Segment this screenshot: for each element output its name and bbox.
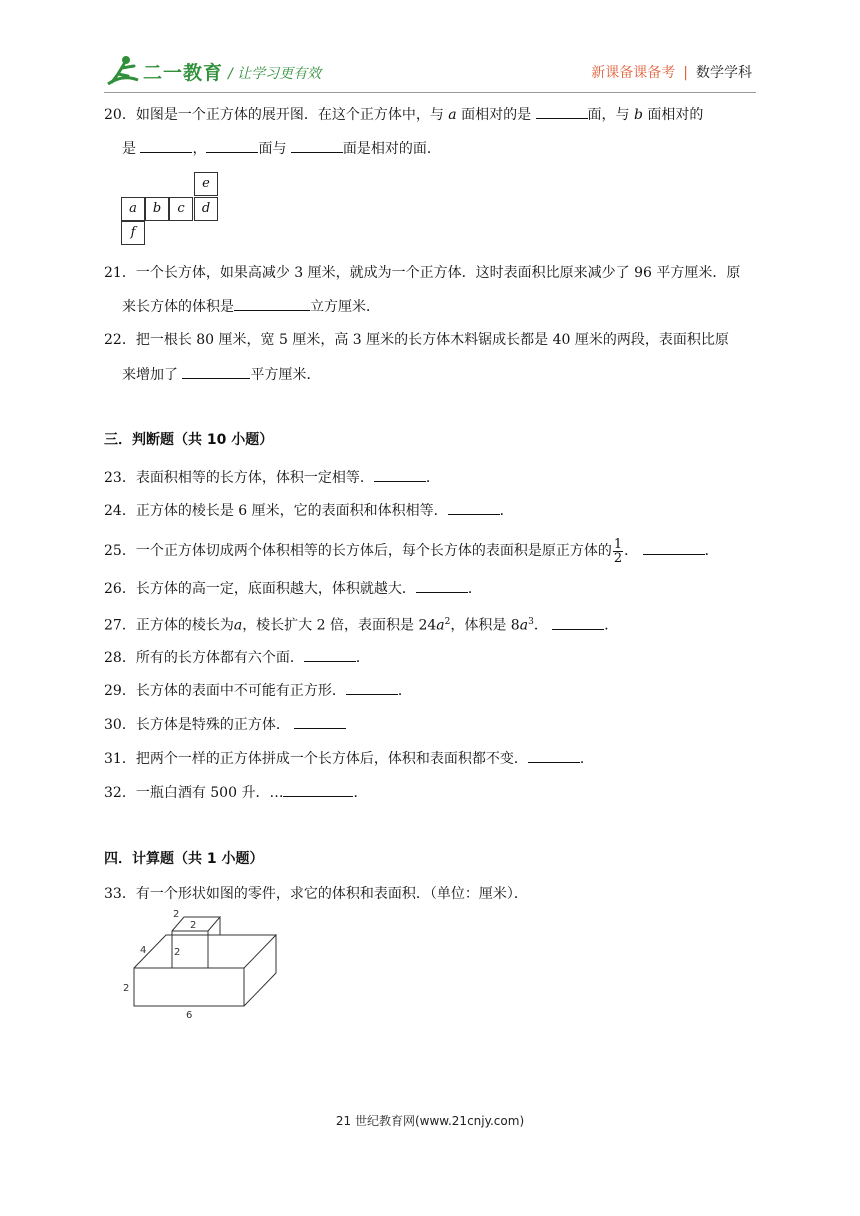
question-24	[104, 500, 514, 521]
question-number: 23．	[104, 470, 136, 486]
answer-blank[interactable]	[283, 782, 353, 797]
question-text: 把一根长 80 厘米，宽 5 厘米，高 3 厘米的长方体木料锯成长都是 40 厘米的两段，表面积比原	[135, 332, 729, 348]
question-text: 如图是一个正方体的展开图．在这个正方体中，与	[135, 107, 444, 123]
label-top-width: 2	[190, 920, 197, 931]
question-text: 有一个形状如图的零件，求它的体积和表面积．（单位：厘米）．	[135, 886, 528, 902]
label-base-length: 6	[186, 1010, 193, 1020]
punctuation: ．	[704, 543, 719, 559]
fraction	[613, 538, 623, 565]
question-text: 面与	[258, 141, 287, 157]
question-text: 一个长方体，如果高减少 3 厘米，就成为一个正方体．这时表面积比原来减少了 96 平方厘米．原	[135, 265, 741, 281]
punctuation: ．	[579, 751, 594, 767]
question-text: 正方体的棱长是 6 厘米，它的表面积和体积相等．	[135, 503, 448, 519]
math-var: a	[519, 617, 529, 634]
question-33	[104, 884, 528, 904]
question-22-line-1	[104, 330, 729, 350]
question-number: 28．	[104, 650, 136, 666]
punctuation: ．	[355, 650, 370, 666]
question-22-line-2	[122, 364, 320, 385]
question-text: 立方厘米．	[310, 299, 380, 315]
net-face-e: e	[194, 172, 218, 196]
section-heading-calculation: 四．计算题（共 1 小题）	[104, 851, 264, 867]
fraction-numerator: 1	[613, 536, 623, 552]
exponent: 3	[528, 617, 534, 627]
net-face-a: a	[121, 197, 145, 221]
question-text: 来长方体的体积是	[122, 299, 234, 315]
question-number: 25．	[104, 543, 136, 559]
punctuation: ．	[397, 683, 412, 699]
label-base-depth: 4	[140, 945, 147, 956]
answer-blank[interactable]	[536, 104, 588, 119]
punctuation: ．	[353, 785, 368, 801]
question-29	[104, 680, 412, 701]
question-text: 面相对的	[647, 107, 704, 123]
label-top-height: 2	[174, 947, 181, 958]
question-text: 所有的长方体都有六个面．	[135, 650, 304, 666]
question-31	[104, 748, 594, 769]
net-face-c: c	[169, 197, 193, 221]
net-face-b: b	[145, 197, 169, 221]
answer-blank[interactable]	[294, 714, 346, 729]
answer-blank[interactable]	[346, 680, 398, 695]
question-number: 22．	[104, 332, 136, 348]
header-subject-label: 数学学科	[696, 65, 752, 81]
question-text: 一瓶白酒有 500 升．…	[135, 785, 284, 801]
question-27	[104, 612, 618, 636]
question-text: 来增加了	[122, 367, 178, 383]
question-28	[104, 647, 370, 668]
question-text: 面相对的是	[461, 107, 532, 123]
question-text: 长方体的高一定，底面积越大，体积就越大．	[135, 581, 416, 597]
question-text: 面是相对的面．	[342, 141, 441, 157]
question-text: 长方体的表面中不可能有正方形．	[135, 683, 346, 699]
logo-text: 二一教育	[143, 62, 224, 84]
question-26	[104, 578, 482, 599]
answer-blank[interactable]	[643, 540, 705, 555]
punctuation: ．	[499, 503, 514, 519]
punctuation: ．	[604, 617, 619, 634]
answer-blank[interactable]	[416, 578, 468, 593]
question-text: ，体积是 8	[450, 617, 520, 634]
math-var: a	[436, 617, 445, 634]
base-front-face	[134, 968, 244, 1006]
page-header	[0, 0, 860, 100]
math-var: a	[233, 617, 243, 634]
question-20-line-2	[122, 138, 441, 159]
question-text: 正方体的棱长为	[135, 617, 234, 634]
answer-blank[interactable]	[304, 647, 356, 662]
section-heading-judgement: 三．判断题（共 10 小题）	[104, 432, 274, 448]
question-text: 平方厘米．	[250, 367, 321, 383]
label-top-depth: 2	[173, 909, 180, 920]
question-32	[104, 782, 367, 803]
question-number: 29．	[104, 683, 136, 699]
exponent: 2	[444, 617, 451, 627]
question-number: 32．	[104, 785, 136, 801]
answer-blank[interactable]	[374, 467, 426, 482]
question-text: ，	[192, 141, 207, 157]
question-23	[104, 467, 440, 488]
base-side-face	[244, 935, 276, 1006]
header-subject	[591, 62, 752, 82]
math-var: a	[448, 107, 457, 123]
question-25	[104, 534, 719, 568]
composite-solid-figure	[118, 905, 288, 1020]
answer-blank[interactable]	[182, 364, 250, 379]
math-var: b	[634, 107, 643, 123]
net-face-d: d	[194, 197, 218, 221]
question-number: 26．	[104, 581, 136, 597]
fraction-denominator: 2	[613, 550, 623, 566]
base-top-face	[134, 935, 276, 968]
question-20-line-1	[104, 104, 703, 125]
answer-blank[interactable]	[552, 615, 604, 630]
question-text: ，棱长扩大 2 倍，表面积是 24	[242, 617, 437, 634]
answer-blank[interactable]	[206, 138, 258, 153]
net-face-f: f	[121, 221, 145, 245]
page-footer: 21 世纪教育网(www.21cnjy.com)	[335, 1114, 525, 1128]
question-number: 21．	[104, 265, 136, 281]
question-21-line-2	[122, 296, 380, 317]
question-number: 27．	[104, 617, 136, 634]
header-separator: |	[683, 65, 688, 81]
question-text: 表面积相等的长方体，体积一定相等．	[135, 470, 374, 486]
question-number: 33．	[104, 886, 136, 902]
answer-blank[interactable]	[528, 748, 580, 763]
answer-blank[interactable]	[140, 138, 192, 153]
answer-blank[interactable]	[291, 138, 343, 153]
question-text: 长方体是特殊的正方体．	[135, 717, 290, 733]
punctuation: ．	[533, 617, 548, 634]
question-text: 是	[122, 141, 136, 157]
question-text: 把两个一样的正方体拼成一个长方体后，体积和表面积都不变．	[135, 751, 528, 767]
header-slogan: / 让学习更有效	[228, 66, 322, 82]
answer-blank[interactable]	[448, 500, 500, 515]
punctuation: ．	[624, 543, 639, 559]
question-text: 面，与	[587, 107, 630, 123]
question-number: 30．	[104, 717, 136, 733]
question-number: 20．	[104, 107, 136, 123]
punctuation: ．	[425, 470, 440, 486]
question-21-line-1	[104, 263, 740, 283]
question-number: 24．	[104, 503, 136, 519]
answer-blank[interactable]	[234, 296, 310, 311]
punctuation: ．	[467, 581, 482, 597]
label-base-height: 2	[123, 983, 130, 994]
question-30	[104, 714, 346, 735]
question-text: 一个正方体切成两个体积相等的长方体后，每个长方体的表面积是原正方体的	[135, 543, 612, 559]
header-divider	[104, 92, 756, 93]
question-number: 31．	[104, 751, 136, 767]
header-tagline: 新课备课备考	[591, 65, 676, 81]
